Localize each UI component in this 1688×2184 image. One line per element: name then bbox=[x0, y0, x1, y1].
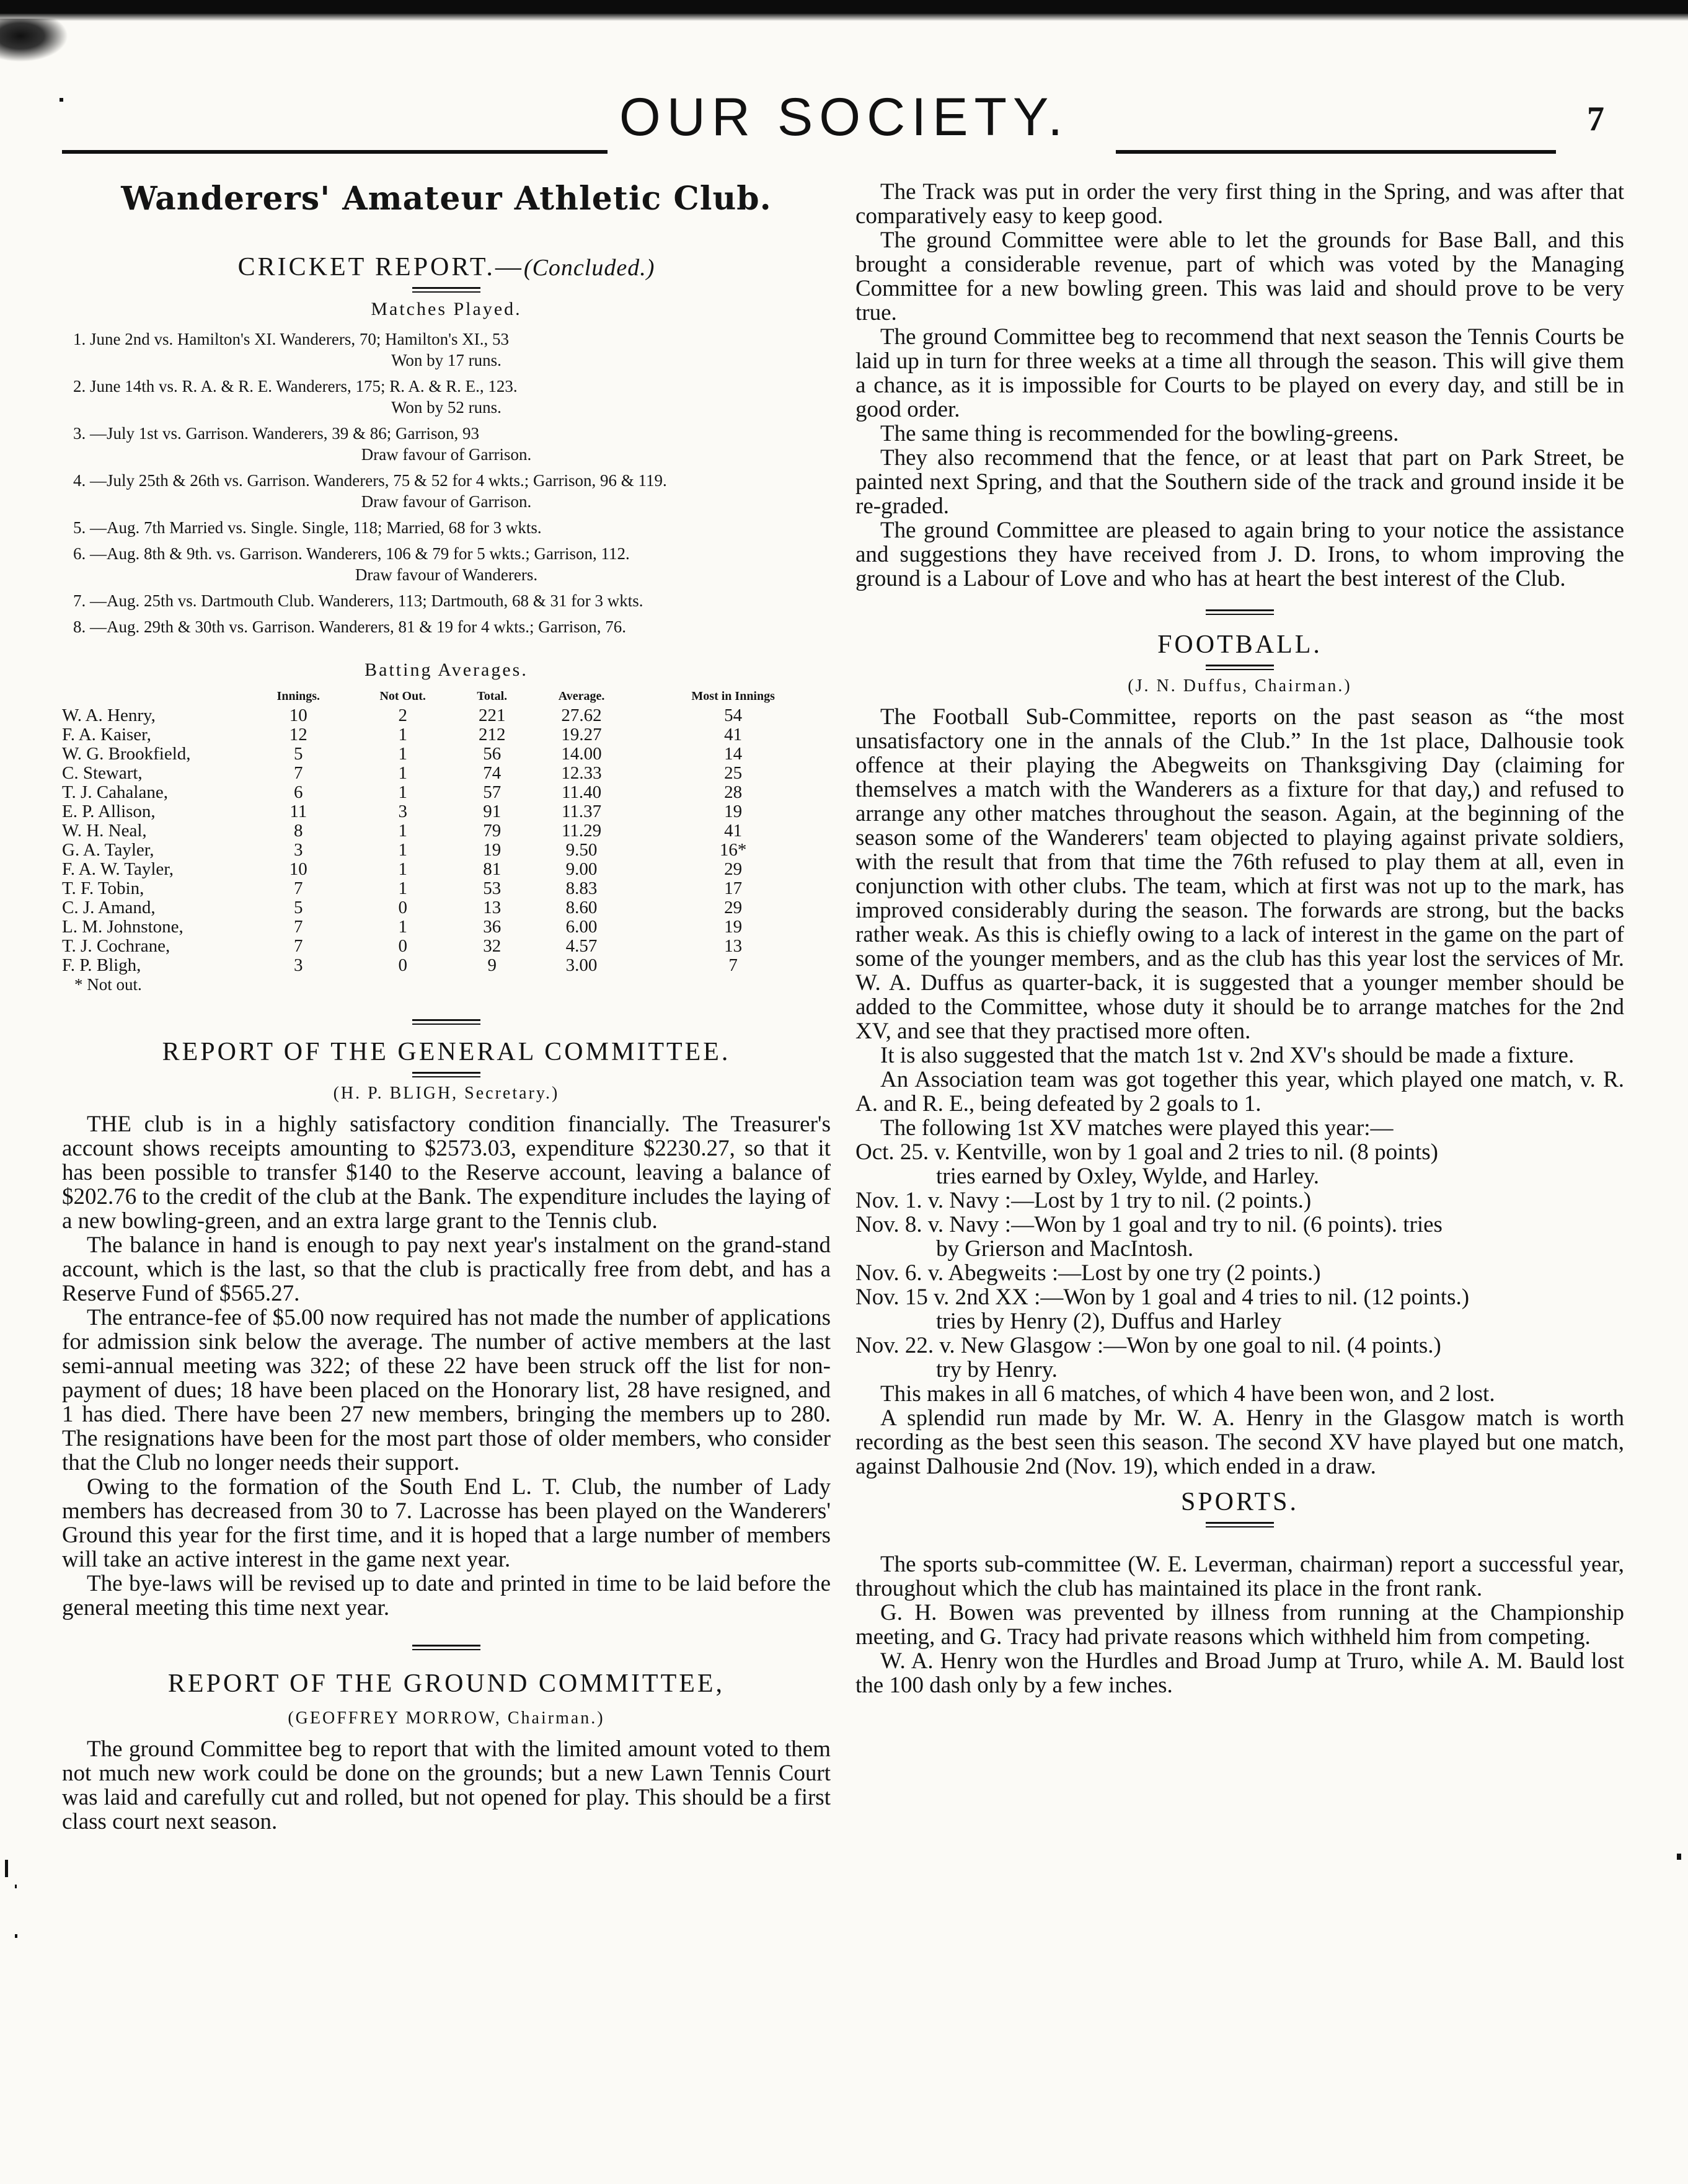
column-header: Most in Innings bbox=[691, 689, 775, 703]
football-match: Oct. 25. v. Kentville, won by 1 goal and 2 tries to nil. (8 points) bbox=[855, 1139, 1438, 1165]
stat-cell: 1 bbox=[398, 840, 407, 860]
table-row bbox=[62, 956, 831, 975]
left-column bbox=[62, 180, 831, 1834]
football-byline: (J. N. Duffus, Chairman.) bbox=[1128, 676, 1352, 696]
stat-cell: 1 bbox=[398, 859, 407, 879]
stat-cell: 5 bbox=[294, 744, 303, 764]
stat-cell: 7 bbox=[728, 955, 738, 975]
batsman-name: G. A. Tayler, bbox=[62, 840, 154, 860]
football-paragraph: A splendid run made by Mr. W. A. Henry in the Glasgow match is worth recording as the best seen this season. The second XV have played but one match, against Dalhousie 2nd (Nov. 19), which ended in a draw. bbox=[855, 1405, 1624, 1479]
table-row bbox=[62, 706, 831, 725]
batsman-name: T. J. Cahalane, bbox=[62, 782, 168, 802]
table-row bbox=[62, 917, 831, 937]
cricket-heading-text: CRICKET REPORT.— bbox=[237, 253, 524, 281]
stat-cell: 19 bbox=[483, 840, 502, 860]
football-match: Nov. 1. v. Navy :—Lost by 1 try to nil. (2 points.) bbox=[855, 1188, 1312, 1213]
stat-cell: 1 bbox=[398, 782, 407, 802]
stat-cell: 14.00 bbox=[561, 744, 602, 764]
matches-heading: Matches Played. bbox=[371, 299, 522, 319]
stat-cell: 9.50 bbox=[565, 840, 598, 860]
stat-cell: 10 bbox=[289, 705, 307, 725]
stat-cell: 81 bbox=[483, 859, 502, 879]
cricket-match-result: Draw favour of Wanderers. bbox=[355, 565, 538, 584]
stat-cell: 8.83 bbox=[565, 878, 598, 898]
stat-cell: 14 bbox=[724, 744, 743, 764]
stat-cell: 4.57 bbox=[565, 936, 598, 956]
stat-cell: 56 bbox=[483, 744, 502, 764]
batsman-name: F. A. Kaiser, bbox=[62, 725, 151, 745]
football-matches-intro: The following 1st XV matches were played this year:— bbox=[880, 1115, 1394, 1141]
ground-paragraph: The ground Committee beg to recommend that next season the Tennis Courts be laid up in turn for three weeks at a time all through the season. This will give them a chance, as it is impossible for Courts to be played on every day, and still be in good order. bbox=[855, 324, 1624, 422]
sports-paragraph: The sports sub-committee (W. E. Leverman, chairman) report a successful year, throughout which the club has maintained its place in the front rank. bbox=[855, 1552, 1624, 1601]
scan-speck bbox=[15, 1934, 17, 1938]
section-divider bbox=[412, 1019, 480, 1025]
section-divider bbox=[1206, 609, 1274, 615]
batting-rows bbox=[62, 706, 831, 975]
table-row bbox=[62, 783, 831, 802]
general-paragraph: Owing to the formation of the South End L. T. Club, the number of Lady members has decreased from 30 to 7. Lacrosse has been played on the Wanderers' Ground this year for the first time, and it is hoped that a large number of members will take an active interest in the game next year. bbox=[62, 1474, 831, 1572]
football-match-detail: by Grierson and MacIntosh. bbox=[936, 1236, 1194, 1262]
stat-cell: 0 bbox=[398, 898, 407, 917]
table-row bbox=[62, 937, 831, 956]
section-divider bbox=[1206, 665, 1274, 670]
stat-cell: 57 bbox=[483, 782, 502, 802]
scan-edge-top bbox=[0, 0, 1688, 14]
stat-cell: 41 bbox=[724, 725, 743, 745]
stat-cell: 11.29 bbox=[561, 821, 602, 841]
cricket-match-result: Draw favour of Garrison. bbox=[361, 445, 532, 464]
stat-cell: 3 bbox=[294, 955, 303, 975]
stat-cell: 212 bbox=[479, 725, 506, 745]
stat-cell: 28 bbox=[724, 782, 743, 802]
column-header: Innings. bbox=[276, 689, 320, 703]
ground-paragraph: The ground Committee are pleased to again bring to your notice the assistance and suggestions they have received from J. D. Irons, to whom improving the ground is a Labour of Love and who has at heart the best interest of the Club. bbox=[855, 518, 1624, 591]
stat-cell: 1 bbox=[398, 917, 407, 937]
stat-cell: 9 bbox=[487, 955, 497, 975]
football-match: Nov. 6. v. Abegweits :—Lost by one try (2 points.) bbox=[855, 1260, 1321, 1286]
column-header: Total. bbox=[477, 689, 508, 703]
cricket-match-result: Won by 52 runs. bbox=[391, 398, 502, 417]
batsman-name: F. P. Bligh, bbox=[62, 955, 141, 975]
batsman-name: T. J. Cochrane, bbox=[62, 936, 170, 956]
ground-paragraph: The ground Committee beg to report that with the limited amount voted to them not much new work could be done on the grounds; but a new Lawn Tennis Court was laid and carefully cut and rolled, but not opened for play. This should be a first class court next season. bbox=[62, 1736, 831, 1834]
stat-cell: 3 bbox=[294, 840, 303, 860]
stat-cell: 19 bbox=[724, 802, 743, 821]
sports-paragraph: W. A. Henry won the Hurdles and Broad Jump at Truro, while A. M. Bauld lost the 100 dash only by a few inches. bbox=[855, 1648, 1624, 1698]
cricket-heading-italic: (Concluded.) bbox=[523, 255, 655, 281]
football-paragraph: This makes in all 6 matches, of which 4 have been won, and 2 lost. bbox=[880, 1381, 1495, 1407]
stat-cell: 9.00 bbox=[565, 859, 598, 879]
stat-cell: 7 bbox=[294, 936, 303, 956]
stat-cell: 27.62 bbox=[561, 705, 602, 725]
stat-cell: 11 bbox=[289, 802, 307, 821]
club-title: Wanderers' Amateur Athletic Club. bbox=[121, 180, 772, 218]
stat-cell: 10 bbox=[289, 859, 307, 879]
stat-cell: 7 bbox=[294, 917, 303, 937]
sports-paragraph: G. H. Bowen was prevented by illness from running at the Championship meeting, and G. Tracy had private reasons which withheld him from competing. bbox=[855, 1600, 1624, 1650]
page-title: OUR SOCIETY. bbox=[619, 87, 1069, 147]
stat-cell: 6.00 bbox=[565, 917, 598, 937]
table-row bbox=[62, 745, 831, 764]
stat-cell: 13 bbox=[724, 936, 743, 956]
page-number: 7 bbox=[1587, 100, 1604, 138]
cricket-match: 8. —Aug. 29th & 30th vs. Garrison. Wanderers, 81 & 19 for 4 wkts.; Garrison, 76. bbox=[73, 617, 626, 636]
football-match-detail: try by Henry. bbox=[936, 1357, 1058, 1382]
stat-cell: 11.37 bbox=[561, 802, 602, 821]
cricket-heading bbox=[62, 252, 831, 282]
stat-cell: 19.27 bbox=[561, 725, 602, 745]
stat-cell: 1 bbox=[398, 763, 407, 783]
football-paragraph: It is also suggested that the match 1st v. 2nd XV's should be made a fixture. bbox=[880, 1043, 1575, 1068]
table-row bbox=[62, 860, 831, 879]
batsman-name: W. A. Henry, bbox=[62, 705, 156, 725]
stat-cell: 36 bbox=[483, 917, 502, 937]
batsman-name: W. G. Brookfield, bbox=[62, 744, 191, 764]
stat-cell: 91 bbox=[483, 802, 502, 821]
stat-cell: 7 bbox=[294, 878, 303, 898]
column-header: Average. bbox=[558, 689, 605, 703]
stat-cell: 54 bbox=[724, 705, 743, 725]
football-match-detail: tries by Henry (2), Duffus and Harley bbox=[936, 1309, 1282, 1334]
header-rule-left bbox=[62, 150, 608, 154]
table-row bbox=[62, 725, 831, 745]
cricket-match: 7. —Aug. 25th vs. Dartmouth Club. Wanderers, 113; Dartmouth, 68 & 31 for 3 wkts. bbox=[73, 591, 643, 610]
cricket-match: 4. —July 25th & 26th vs. Garrison. Wanderers, 75 & 52 for 4 wkts.; Garrison, 96 & 119. bbox=[73, 471, 667, 490]
stat-cell: 2 bbox=[398, 705, 407, 725]
scan-edge-shadow bbox=[0, 14, 1688, 21]
right-column bbox=[855, 180, 1624, 1697]
football-match: Nov. 22. v. New Glasgow :—Won by one goal to nil. (4 points.) bbox=[855, 1333, 1441, 1358]
stat-cell: 0 bbox=[398, 936, 407, 956]
stat-cell: 29 bbox=[724, 898, 743, 917]
batsman-name: C. Stewart, bbox=[62, 763, 143, 783]
stat-cell: 25 bbox=[724, 763, 743, 783]
stat-cell: 32 bbox=[483, 936, 502, 956]
stat-cell: 19 bbox=[724, 917, 743, 937]
stat-cell: 6 bbox=[294, 782, 303, 802]
stat-cell: 1 bbox=[398, 744, 407, 764]
cricket-match-result: Draw favour of Garrison. bbox=[361, 492, 532, 511]
ground-paragraph: They also recommend that the fence, or at least that part on Park Street, be painted next Spring, and that the Southern side of the track and ground inside it be re-graded. bbox=[855, 445, 1624, 519]
stat-cell: 3.00 bbox=[565, 955, 598, 975]
batsman-name: W. H. Neal, bbox=[62, 821, 147, 841]
cricket-match: 1. June 2nd vs. Hamilton's XI. Wanderers, 70; Hamilton's XI., 53 bbox=[73, 330, 509, 348]
cricket-matches-list bbox=[62, 329, 831, 637]
averages-heading: Batting Averages. bbox=[365, 660, 528, 680]
stat-cell: 12 bbox=[289, 725, 307, 745]
batsman-name: T. F. Tobin, bbox=[62, 878, 144, 898]
stat-cell: 41 bbox=[724, 821, 743, 841]
table-row bbox=[62, 802, 831, 821]
football-match: Nov. 15 v. 2nd XX :—Won by 1 goal and 4 tries to nil. (12 points.) bbox=[855, 1284, 1470, 1310]
batsman-name: F. A. W. Tayler, bbox=[62, 859, 174, 879]
stat-cell: 1 bbox=[398, 725, 407, 745]
stat-cell: 13 bbox=[483, 898, 502, 917]
stat-cell: 53 bbox=[483, 878, 502, 898]
stat-cell: 3 bbox=[398, 802, 407, 821]
stat-cell: 11.40 bbox=[561, 782, 602, 802]
ground-committee-heading: REPORT OF THE GROUND COMMITTEE, bbox=[167, 1669, 725, 1698]
header-rule-right bbox=[1116, 150, 1556, 154]
ground-paragraph: The ground Committee were able to let the grounds for Base Ball, and this brought a considerable revenue, part of which was voted by the Managing Committee for a new bowling green. This was laid and should prove to be very true. bbox=[855, 228, 1624, 325]
table-header-row bbox=[62, 689, 831, 706]
page-header bbox=[0, 81, 1688, 161]
stat-cell: 29 bbox=[724, 859, 743, 879]
stat-cell: 16* bbox=[719, 840, 747, 860]
batsman-name: C. J. Amand, bbox=[62, 898, 156, 917]
cricket-match: 5. —Aug. 7th Married vs. Single. Single, 118; Married, 68 for 3 wkts. bbox=[73, 518, 542, 537]
batsman-name: L. M. Johnstone, bbox=[62, 917, 183, 937]
stat-cell: 8.60 bbox=[565, 898, 598, 917]
stat-cell: 1 bbox=[398, 821, 407, 841]
table-row bbox=[62, 879, 831, 898]
cricket-match: 6. —Aug. 8th & 9th. vs. Garrison. Wanderers, 106 & 79 for 5 wkts.; Garrison, 112. bbox=[73, 544, 630, 563]
stat-cell: 0 bbox=[398, 955, 407, 975]
general-paragraph: The balance in hand is enough to pay next year's instalment on the grand-stand account, which is the last, so that the club is practically free from debt, and has a Reserve Fund of $565.27. bbox=[62, 1232, 831, 1306]
scan-blot bbox=[0, 19, 68, 62]
ground-paragraph: The Track was put in order the very first thing in the Spring, and was after that comparatively easy to keep good. bbox=[855, 179, 1624, 229]
sports-heading: SPORTS. bbox=[1180, 1488, 1299, 1516]
football-paragraph: An Association team was got together this year, which played one match, v. R. A. and R. E., being defeated by 2 goals to 1. bbox=[855, 1067, 1624, 1116]
stat-cell: 74 bbox=[483, 763, 502, 783]
stat-cell: 12.33 bbox=[561, 763, 602, 783]
ground-committee-byline: (GEOFFREY MORROW, Chairman.) bbox=[288, 1709, 605, 1728]
cricket-match: 2. June 14th vs. R. A. & R. E. Wanderers, 175; R. A. & R. E., 123. bbox=[73, 377, 518, 396]
batting-averages-table bbox=[62, 689, 831, 975]
stat-cell: 221 bbox=[479, 705, 506, 725]
football-match-detail: tries earned by Oxley, Wylde, and Harley. bbox=[936, 1164, 1319, 1189]
general-paragraph: The entrance-fee of $5.00 now required has not made the number of applications for admission sink below the average. The number of active members at the last semi-annual meeting was 322; of these 22 have been struck off the list for non-payment of dues; 18 have been placed on the Honorary list, 28 have resigned, and 1 has died. There have been 27 new members, bringing the members up to 280. The resignations have been for the most part those of older members, who consider that the Club no longer needs their support. bbox=[62, 1305, 831, 1475]
general-committee-byline: (H. P. BLIGH, Secretary.) bbox=[333, 1084, 560, 1103]
column-header: Not Out. bbox=[379, 689, 426, 703]
scan-speck bbox=[1677, 1854, 1681, 1860]
football-matches-list bbox=[855, 1140, 1624, 1382]
stat-cell: 1 bbox=[398, 878, 407, 898]
stat-cell: 5 bbox=[294, 898, 303, 917]
cricket-match: 3. —July 1st vs. Garrison. Wanderers, 39 & 86; Garrison, 93 bbox=[73, 424, 480, 443]
section-divider bbox=[412, 1072, 480, 1077]
cricket-match-result: Won by 17 runs. bbox=[391, 351, 502, 369]
section-divider bbox=[1206, 1522, 1274, 1527]
not-out-note: * Not out. bbox=[74, 975, 142, 994]
general-paragraph: THE club is in a highly satisfactory condition financially. The Treasurer's account shows receipts amounting to $2573.03, expenditure $2230.27, so that it has been possible to transfer $140 to the Reserve account, leaving a balance of $202.76 to the credit of the club at the Bank. The expenditure includes the laying of a new bowling-green, and an extra large grant to the Tennis club. bbox=[62, 1112, 831, 1234]
section-divider bbox=[412, 287, 480, 293]
column-header bbox=[62, 689, 248, 706]
stat-cell: 7 bbox=[294, 763, 303, 783]
scan-speck bbox=[15, 1885, 17, 1888]
batsman-name: E. P. Allison, bbox=[62, 802, 156, 821]
general-paragraph: The bye-laws will be revised up to date and printed in time to be laid before the general meeting this time next year. bbox=[62, 1571, 831, 1620]
football-heading: FOOTBALL. bbox=[1157, 630, 1322, 659]
scan-speck bbox=[5, 1860, 8, 1877]
ground-paragraph: The same thing is recommended for the bowling-greens. bbox=[880, 421, 1399, 446]
table-row bbox=[62, 841, 831, 860]
table-row bbox=[62, 764, 831, 783]
stat-cell: 8 bbox=[294, 821, 303, 841]
football-paragraph: The Football Sub-Committee, reports on the past season as “the most unsatisfactory one in the annals of the Club.” In the 1st place, Dalhousie took offence at their playing the Abegweits on Thanksgiving Day (claiming for themselves a match with the Wanderers as a fixture for that day,) and refused to arrange any other matches throughout the season. Again, at the beginning of the season some of the Wanderers' team objected to playing against private soldiers, with the result that from that time the 76th refused to play them at all, even in conjunction with other clubs. The team, which at first was not up to the mark, has improved considerably during the season. The forwards are strong, but the backs rather weak. As this is chiefly owing to a lack of interest in the game on the part of some of the younger members, and as the club has this year lost the services of Mr. W. A. Duffus as quarter-back, it is suggested that a younger member should be added to the Committee, whose duty it should be to arrange matches for the 2nd XV, and see that they practised more often. bbox=[855, 704, 1624, 1044]
football-match: Nov. 8. v. Navy :—Won by 1 goal and try to nil. (6 points). tries bbox=[855, 1212, 1443, 1237]
stat-cell: 17 bbox=[724, 878, 743, 898]
general-committee-heading: REPORT OF THE GENERAL COMMITTEE. bbox=[162, 1038, 731, 1066]
stat-cell: 79 bbox=[483, 821, 502, 841]
table-row bbox=[62, 821, 831, 841]
table-row bbox=[62, 898, 831, 917]
section-divider bbox=[412, 1645, 480, 1650]
